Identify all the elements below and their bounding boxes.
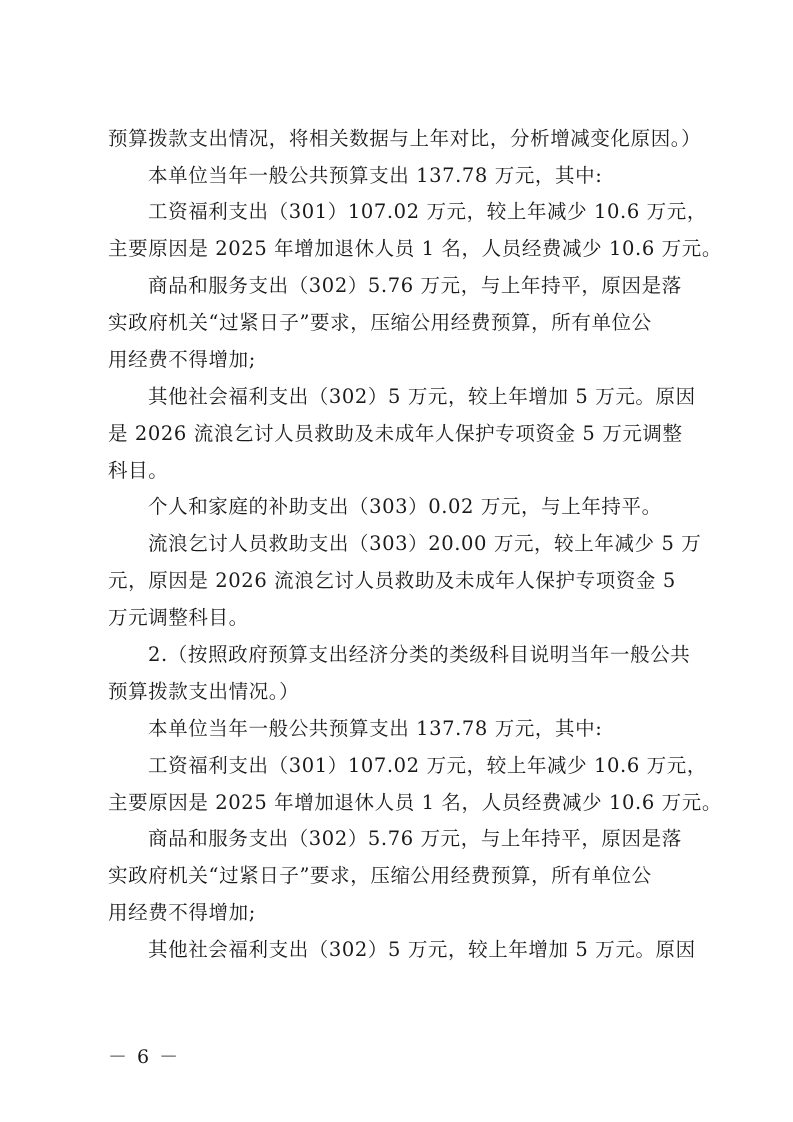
text-line: 商品和服务支出（302）5.76 万元，与上年持平，原因是落 [148, 827, 682, 850]
text-line: 实政府机关“过紧日子”要求，压缩公用经费预算，所有单位公 [108, 864, 652, 887]
text-line: 是 2026 流浪乞讨人员救助及未成年人保护专项资金 5 万元调整 [108, 422, 683, 445]
text-line: 工资福利支出（301）107.02 万元，较上年减少 10.6 万元， [148, 754, 707, 777]
text-line: 工资福利支出（301）107.02 万元，较上年减少 10.6 万元， [148, 200, 707, 223]
text-line: 主要原因是 2025 年增加退休人员 1 名，人员经费减少 10.6 万元。 [108, 791, 722, 814]
text-line: 其他社会福利支出（302）5 万元，较上年增加 5 万元。原因 [148, 938, 696, 961]
text-line: 实政府机关“过紧日子”要求，压缩公用经费预算，所有单位公 [108, 311, 652, 334]
text-line: 预算拨款支出情况。） [108, 680, 300, 703]
text-line: 其他社会福利支出（302）5 万元，较上年增加 5 万元。原因 [148, 385, 696, 408]
text-line: 主要原因是 2025 年增加退休人员 1 名，人员经费减少 10.6 万元。 [108, 237, 722, 260]
text-line: 2.（按照政府预算支出经济分类的类级科目说明当年一般公共 [148, 643, 691, 666]
text-line: 元，原因是 2026 流浪乞讨人员救助及未成年人保护专项资金 5 [108, 569, 676, 592]
text-line: 用经费不得增加; [108, 901, 256, 924]
text-line: 本单位当年一般公共预算支出 137.78 万元，其中: [148, 717, 603, 740]
text-line: 用经费不得增加; [108, 348, 256, 371]
text-line: 科目。 [108, 459, 169, 482]
text-line: 个人和家庭的补助支出（303）0.02 万元，与上年持平。 [148, 495, 662, 518]
text-line: 本单位当年一般公共预算支出 137.78 万元，其中: [148, 164, 603, 187]
text-line: 商品和服务支出（302）5.76 万元，与上年持平，原因是落 [148, 274, 682, 297]
text-line: 流浪乞讨人员救助支出（303）20.00 万元，较上年减少 5 万 [148, 532, 702, 555]
text-line: 预算拨款支出情况，将相关数据与上年对比，分析增减变化原因。） [108, 127, 702, 150]
page-number: － 6 － [108, 1046, 181, 1068]
text-line: 万元调整科目。 [108, 606, 249, 629]
